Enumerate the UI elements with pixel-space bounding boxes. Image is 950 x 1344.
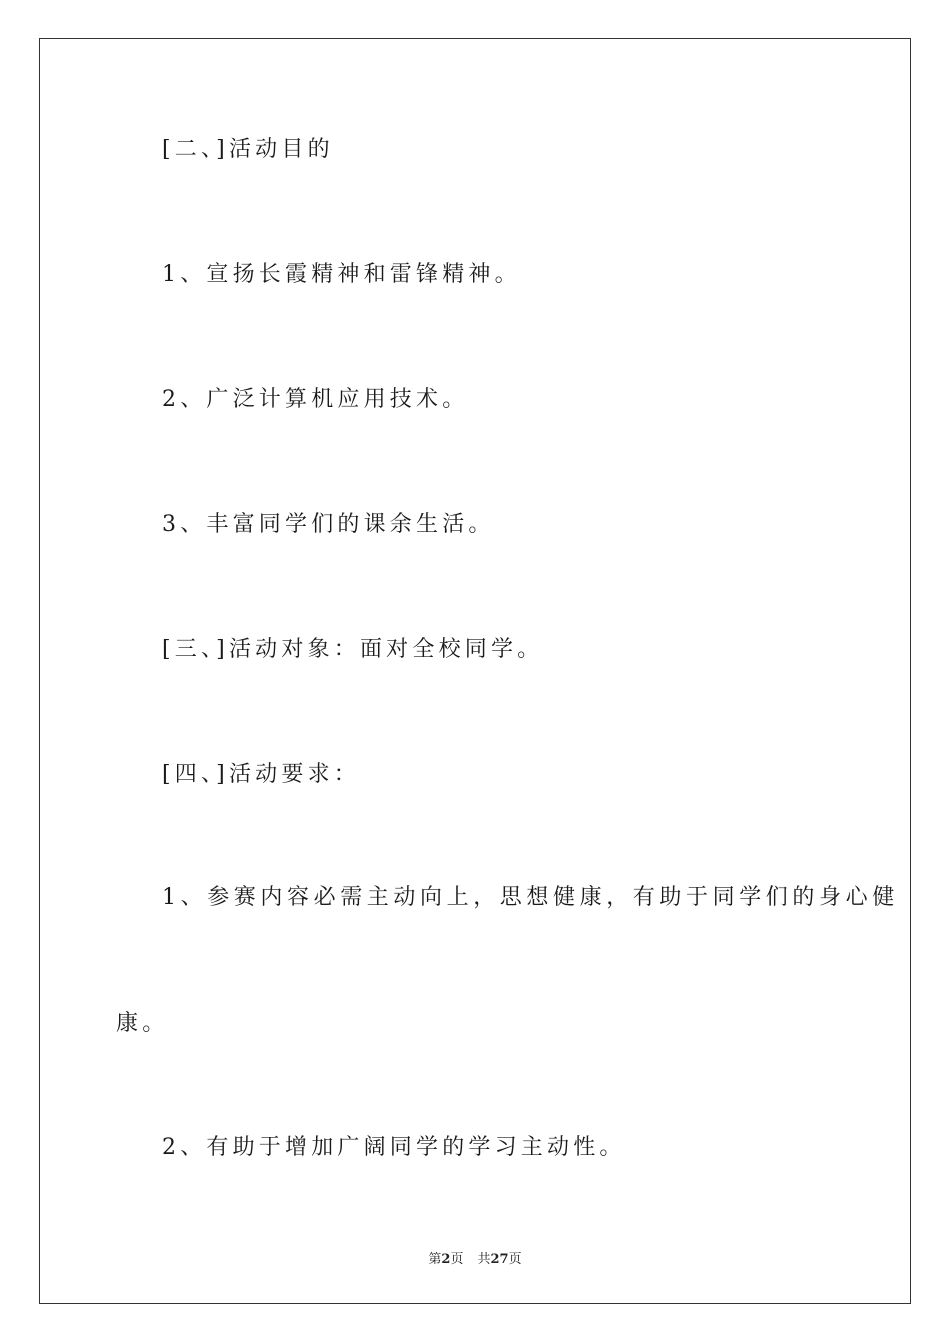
page-prefix: 第 <box>428 1252 442 1267</box>
page-suffix: 页 <box>450 1252 464 1267</box>
requirement-item-1-continued: 康。 <box>116 1011 169 1036</box>
purpose-item-3: 3、丰富同学们的课余生活。 <box>162 512 495 537</box>
total-pages: 27 <box>490 1252 509 1267</box>
total-prefix: 共 <box>477 1252 491 1267</box>
section-heading-audience: [三、]活动对象：面对全校同学。 <box>162 637 544 662</box>
requirement-item-1: 1、参赛内容必需主动向上，思想健康，有助于同学们的身心健 <box>162 885 899 910</box>
requirement-item-2: 2、有助于增加广阔同学的学习主动性。 <box>162 1135 626 1160</box>
page-footer <box>0 1248 950 1267</box>
total-suffix: 页 <box>508 1252 522 1267</box>
purpose-item-1: 1、宣扬长霞精神和雷锋精神。 <box>162 262 521 287</box>
section-heading-requirements: [四、]活动要求： <box>162 762 360 787</box>
section-heading-purpose: [二、]活动目的 <box>162 137 334 162</box>
page-border <box>39 38 911 1304</box>
page-number: 2 <box>441 1252 451 1267</box>
purpose-item-2: 2、广泛计算机应用技术。 <box>162 387 469 412</box>
